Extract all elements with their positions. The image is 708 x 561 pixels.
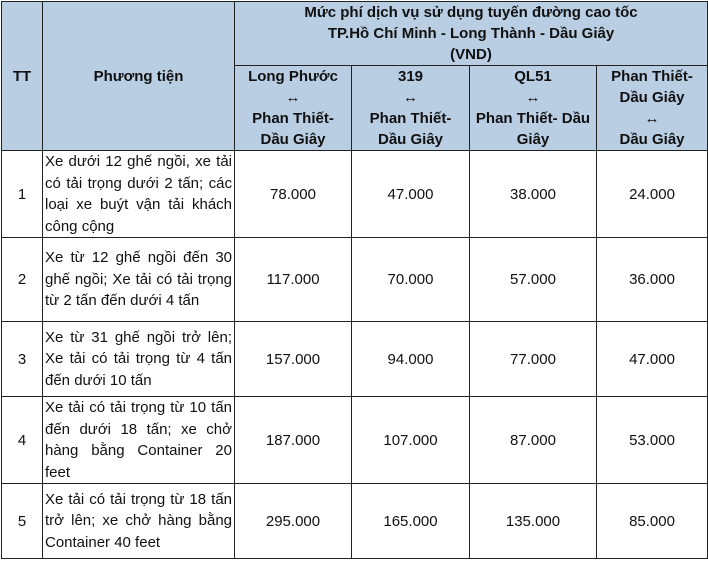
header-route-ql51: [470, 66, 597, 151]
fee-cell: 38.000: [470, 151, 597, 238]
header-fee-title: [235, 2, 708, 66]
route-line: Dầu Giây: [377, 131, 444, 148]
fee-title-line-1: Mức phí dịch vụ sử dụng tuyến đường cao tốc: [304, 4, 638, 21]
route-line: QL51: [514, 68, 552, 85]
route-line: Giây: [516, 131, 550, 148]
fee-cell: 53.000: [597, 397, 708, 484]
fee-cell: 24.000: [597, 151, 708, 238]
route-line: Dầu Giây: [619, 89, 685, 106]
fee-cell: 36.000: [597, 238, 708, 322]
table-row: [2, 484, 708, 559]
route-line: Phan Thiết- Dầu: [475, 110, 591, 127]
vehicle-description: Xe từ 31 ghế ngồi trở lên; Xe tải có tải trọng từ 4 tấn đến dưới 10 tấn: [43, 322, 235, 397]
row-index: 3: [2, 322, 43, 397]
route-line: 319: [397, 68, 424, 85]
fee-cell: 135.000: [470, 484, 597, 559]
fee-cell: 85.000: [597, 484, 708, 559]
fee-cell: 157.000: [235, 322, 352, 397]
fee-cell: 77.000: [470, 322, 597, 397]
toll-fee-table: [1, 1, 708, 559]
header-vehicle: Phương tiện: [43, 2, 235, 151]
table-row: [2, 322, 708, 397]
vehicle-description: Xe tải có tải trọng từ 18 tấn trở lên; xe chở hàng bằng Container 40 feet: [43, 484, 235, 559]
route-arrow: ↔: [525, 89, 541, 106]
fee-cell: 87.000: [470, 397, 597, 484]
table-row: [2, 397, 708, 484]
row-index: 5: [2, 484, 43, 559]
row-index: 2: [2, 238, 43, 322]
route-line: Long Phước: [248, 68, 338, 85]
route-arrow: ↔: [285, 89, 301, 106]
fee-title-line-2: TP.Hồ Chí Minh - Long Thành - Dầu Giây: [327, 25, 615, 42]
route-line: Phan Thiết-: [611, 68, 693, 85]
fee-cell: 47.000: [597, 322, 708, 397]
fee-cell: 295.000: [235, 484, 352, 559]
fee-cell: 57.000: [470, 238, 597, 322]
fee-cell: 107.000: [352, 397, 470, 484]
vehicle-description: Xe dưới 12 ghế ngồi, xe tải có tải trọng dưới 2 tấn; các loại xe buýt vận tải khách công cộng: [43, 151, 235, 238]
fee-cell: 117.000: [235, 238, 352, 322]
header-tt: TT: [2, 2, 43, 151]
header-route-319: [352, 66, 470, 151]
fee-cell: 70.000: [352, 238, 470, 322]
header-route-long-phuoc: [235, 66, 352, 151]
fee-cell: 165.000: [352, 484, 470, 559]
route-arrow: ↔: [644, 110, 660, 127]
route-arrow: ↔: [403, 89, 418, 106]
fee-cell: 187.000: [235, 397, 352, 484]
row-index: 1: [2, 151, 43, 238]
vehicle-description: Xe từ 12 ghế ngồi đến 30 ghế ngồi; Xe tải có tải trọng từ 2 tấn đến dưới 4 tấn: [43, 238, 235, 322]
fee-title-line-3: (VND): [450, 46, 492, 63]
header-route-phan-thiet: [597, 66, 708, 151]
vehicle-description: Xe tải có tải trọng từ 10 tấn đến dưới 18 tấn; xe chở hàng bằng Container 20 feet: [43, 397, 235, 484]
row-index: 4: [2, 397, 43, 484]
route-line: Dầu Giây: [260, 131, 326, 148]
fee-cell: 47.000: [352, 151, 470, 238]
table-row: [2, 238, 708, 322]
route-line: Dầu Giây: [619, 131, 685, 148]
fee-cell: 94.000: [352, 322, 470, 397]
route-line: Phan Thiết-: [252, 110, 334, 127]
fee-cell: 78.000: [235, 151, 352, 238]
route-line: Phan Thiết-: [369, 110, 452, 127]
table-row: [2, 151, 708, 238]
